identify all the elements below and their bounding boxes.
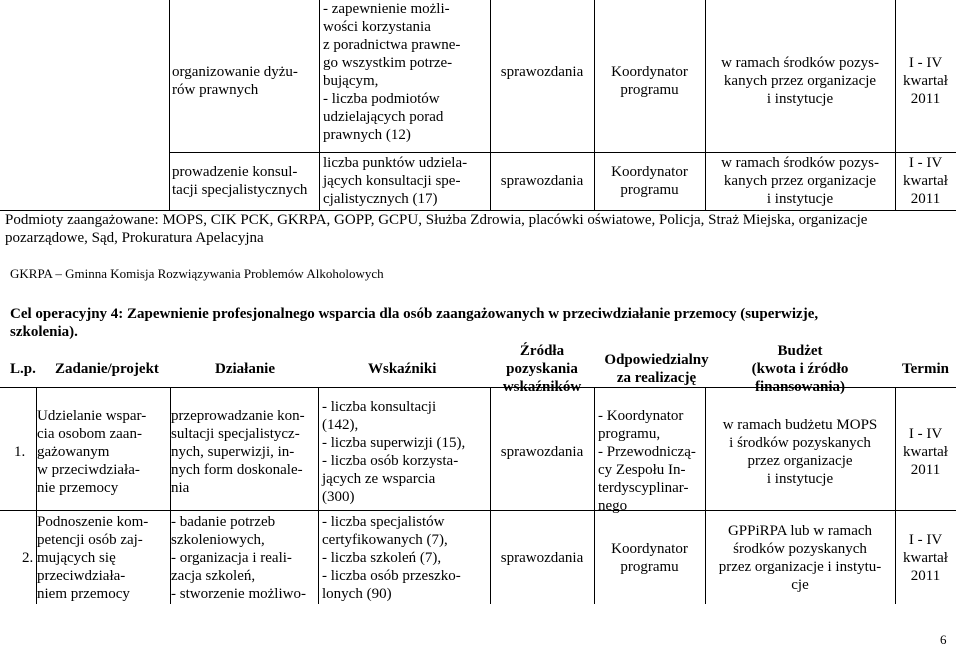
table-divider: [318, 387, 319, 604]
source-cell: sprawozdania: [500, 64, 584, 80]
header-indicators: Wskaźniki: [368, 361, 437, 377]
task-cell: Udzielanie wspar- cia osobom zaan- gażowanym w przeciwdziała- nie przemocy: [37, 408, 147, 496]
indicators-cell: liczba punktów udziela- jących konsultacji spe- cjalistycznych (17): [323, 155, 468, 207]
responsible-cell: Koordynator programu: [611, 541, 688, 575]
term-cell: I - IV kwartał 2011: [903, 55, 948, 107]
table-divider: [169, 0, 170, 210]
budget-cell: w ramach budżetu MOPS i środków pozyskanych przez organizacje i instytucje: [722, 417, 878, 487]
table-divider: [490, 387, 491, 604]
budget-cell: GPPiRPA lub w ramach środków pozyskanych przez organizacje i instytu- cje: [718, 523, 882, 593]
header-budget: Budżet (kwota i źródło finansowania): [751, 343, 849, 395]
header-action: Działanie: [215, 361, 275, 377]
budget-cell: w ramach środków pozys- kanych przez organizacje i instytucje: [721, 155, 879, 207]
entities-text: Podmioty zaangażowane: MOPS, CIK PCK, GKRPA, GOPP, GCPU, Służba Zdrowia, placówki oświatowe, Policja, Straż Miejska, organizacje pozarządowe, Sąd, Prokuratura Apelacyjna: [5, 212, 868, 246]
table-divider: [169, 152, 956, 153]
term-cell: I - IV kwartał 2011: [903, 532, 948, 584]
source-cell: sprawozdania: [500, 550, 584, 566]
indicators-cell: - liczba konsultacji (142), - liczba superwizji (15), - liczba osób korzysta- jących ze wsparcia (300): [322, 399, 466, 505]
table-divider: [0, 510, 956, 511]
term-cell: I - IV kwartał 2011: [903, 426, 948, 478]
responsible-cell: Koordynator programu: [611, 64, 688, 98]
source-cell: sprawozdania: [500, 173, 584, 189]
operational-goal: Cel operacyjny 4: Zapewnienie profesjonalnego wsparcia dla osób zaangażowanych w przeciwdziałanie przemocy (superwizje, szkolenia).: [10, 306, 819, 340]
source-cell: sprawozdania: [500, 444, 584, 460]
row-number: 1.: [14, 444, 26, 460]
page-number: 6: [940, 632, 947, 647]
responsible-cell: Koordynator programu: [611, 164, 688, 198]
row-number: 2.: [22, 550, 34, 566]
header-lp: L.p.: [10, 361, 36, 377]
abbreviation-note: GKRPA – Gminna Komisja Rozwiązywania Problemów Alkoholowych: [10, 266, 384, 281]
task-cell: organizowanie dyżu- rów prawnych: [172, 64, 298, 98]
indicators-cell: - liczba specjalistów certyfikowanych (7), - liczba szkoleń (7), - liczba osób przeszko- lonych (90): [322, 514, 461, 602]
term-cell: I - IV kwartał 2011: [903, 155, 948, 207]
header-task: Zadanie/projekt: [55, 361, 159, 377]
action-cell: - badanie potrzeb szkoleniowych, - organizacja i reali- zacja szkoleń, - stworzenie możliwo-: [171, 514, 306, 602]
responsible-cell: - Koordynator programu, - Przewodniczą- cy Zespołu In- terdyscyplinar- nego: [598, 408, 696, 514]
indicators-cell: - zapewnienie możli- wości korzystania z poradnictwa prawne- go wszystkim potrze- bującym, - liczba podmiotów udzielających porad prawnych (12): [323, 1, 461, 143]
header-responsible: Odpowiedzialny za realizację: [604, 352, 709, 386]
action-cell: przeprowadzanie kon- sultacji specjalistycz- nych, superwizji, in- nych form doskonale- nia: [171, 408, 305, 496]
budget-cell: w ramach środków pozys- kanych przez organizacje i instytucje: [721, 55, 879, 107]
table-divider: [319, 0, 320, 210]
task-cell: Podnoszenie kom- petencji osób zaj- mujących się przeciwdziała- niem przemocy: [37, 514, 149, 602]
header-term: Termin: [902, 361, 949, 377]
task-cell: prowadzenie konsul- tacji specjalistycznych: [172, 164, 308, 198]
header-source: Źródła pozyskania wskaźników: [502, 343, 582, 395]
